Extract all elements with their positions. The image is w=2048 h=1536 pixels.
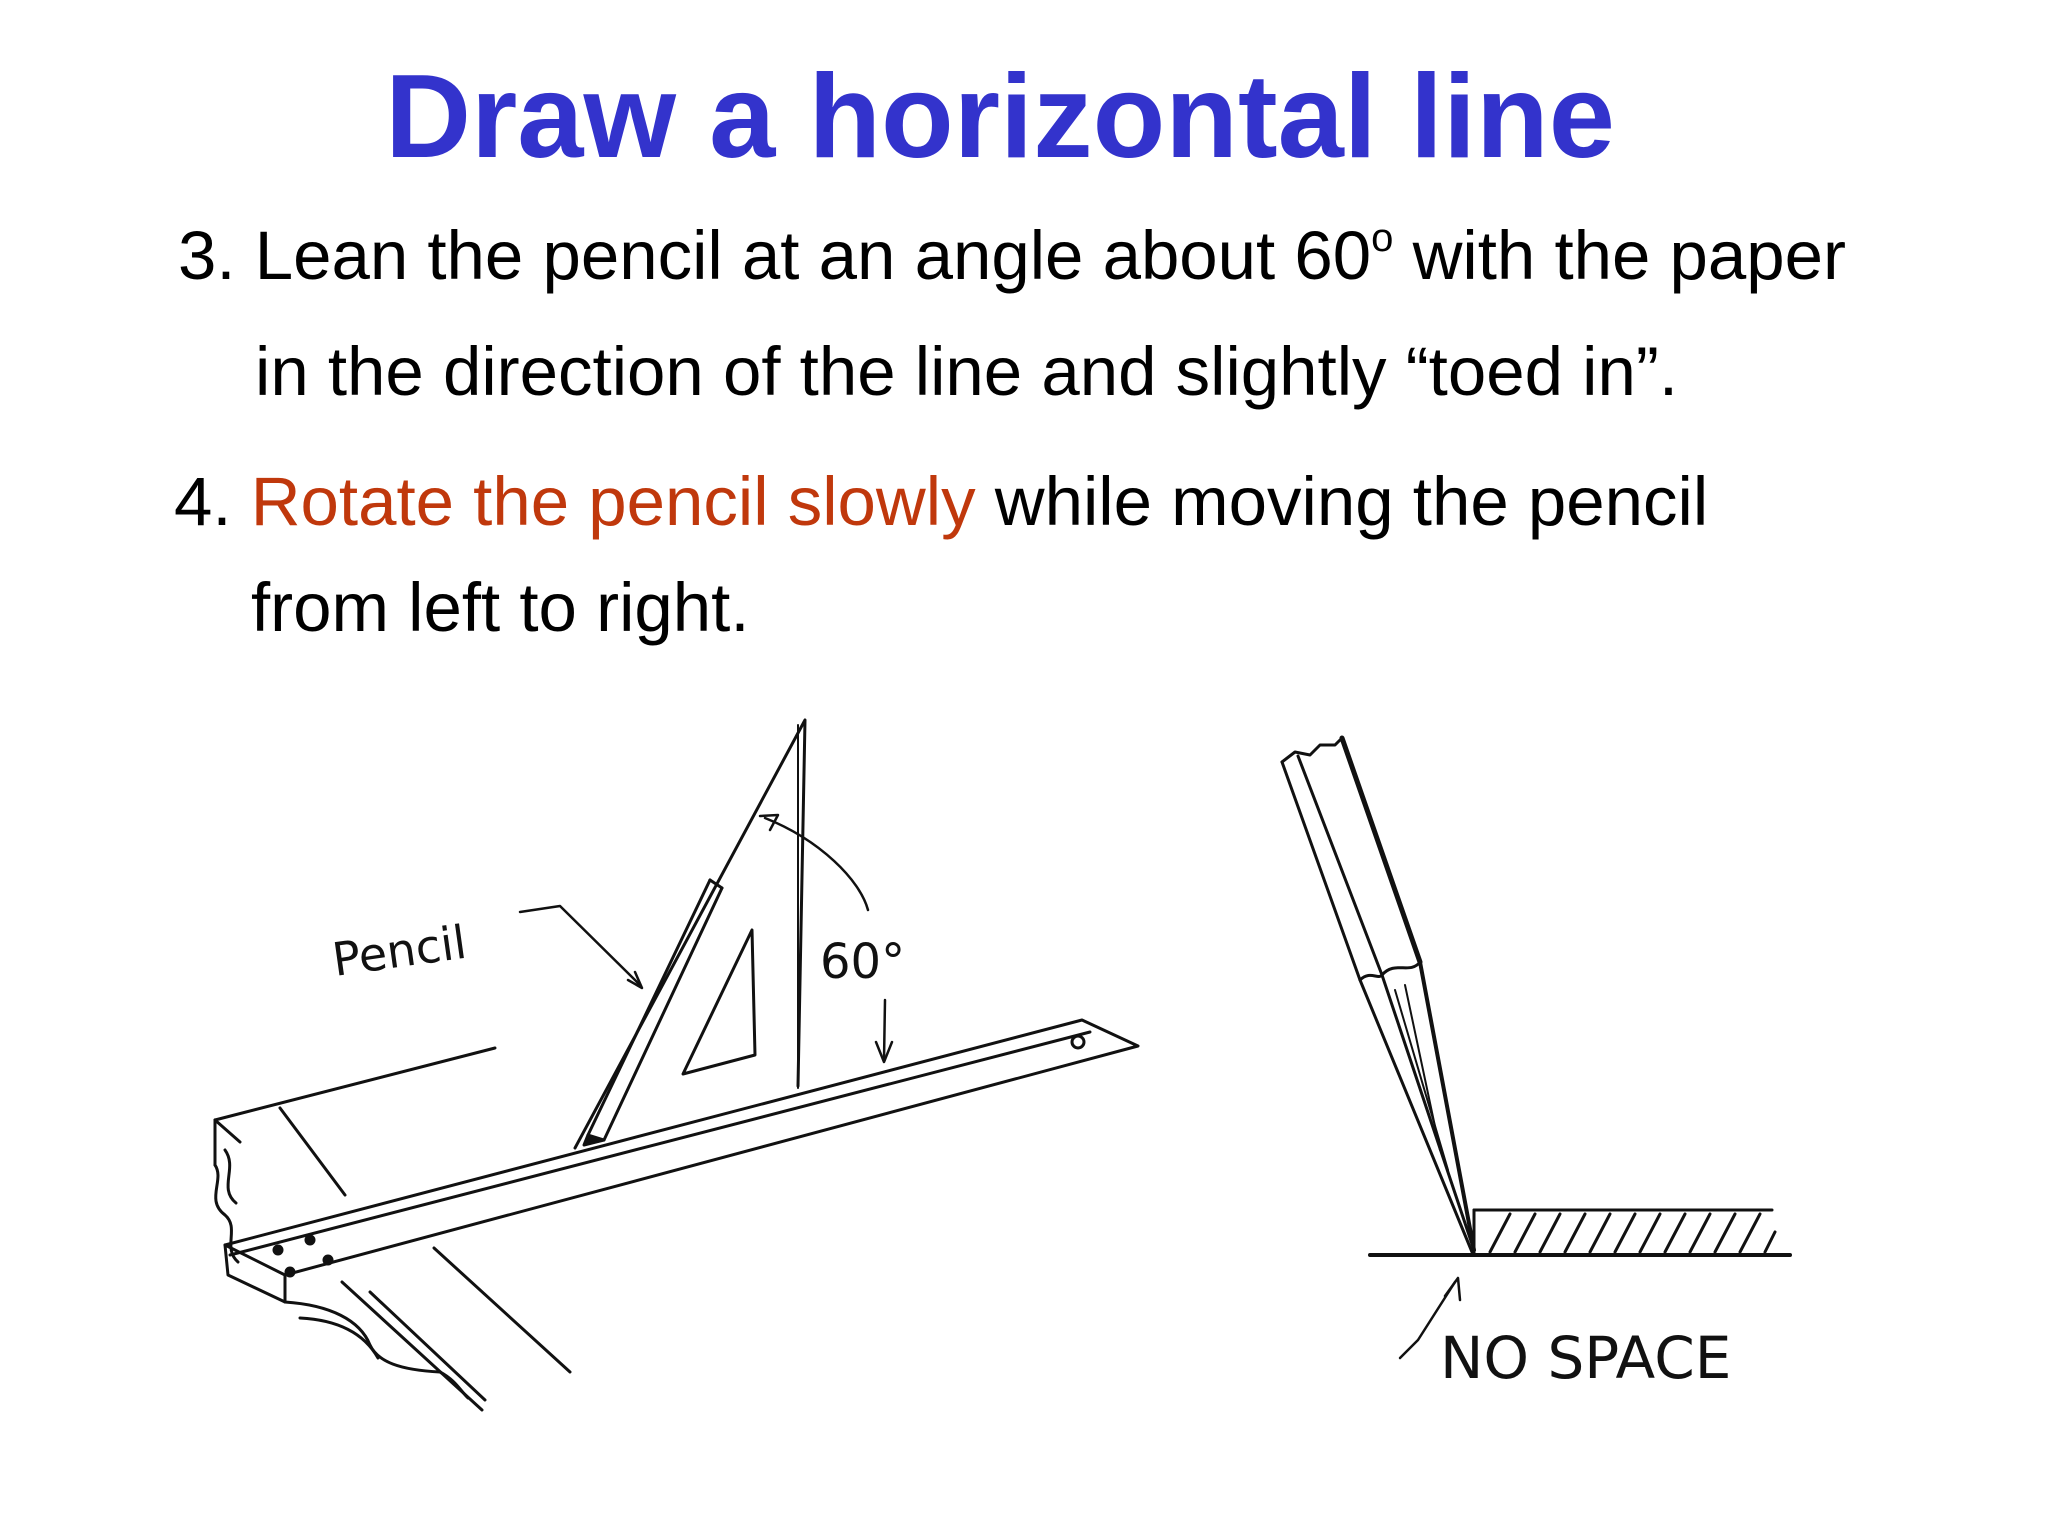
step-4-number: 4. xyxy=(174,463,232,540)
pencil-point-figure xyxy=(1282,738,1790,1358)
step-4-text-rest: while moving the pencil xyxy=(975,463,1709,540)
step-3-text-b: with the paper xyxy=(1393,217,1847,294)
degree-superscript: o xyxy=(1371,216,1394,260)
step-3-number: 3. xyxy=(178,217,236,294)
slide-title: Draw a horizontal line xyxy=(385,50,1615,183)
drawing-board xyxy=(215,1048,570,1410)
step-3-line-2: in the direction of the line and slightly “toed in”. xyxy=(255,333,1678,410)
step-4-highlight: Rotate the pencil slowly xyxy=(250,463,976,540)
triangle xyxy=(575,720,805,1148)
step-4-line-2: from left to right. xyxy=(251,569,750,646)
pencil-label: Pencil xyxy=(329,914,470,987)
step-3-text-a: Lean the pencil at an angle about 60 xyxy=(254,217,1372,294)
pencil-leader xyxy=(520,906,642,988)
t-square xyxy=(225,1020,1138,1302)
pencil xyxy=(584,880,722,1145)
angle-label: 60° xyxy=(820,934,906,990)
no-space-label: NO SPACE xyxy=(1440,1324,1732,1392)
